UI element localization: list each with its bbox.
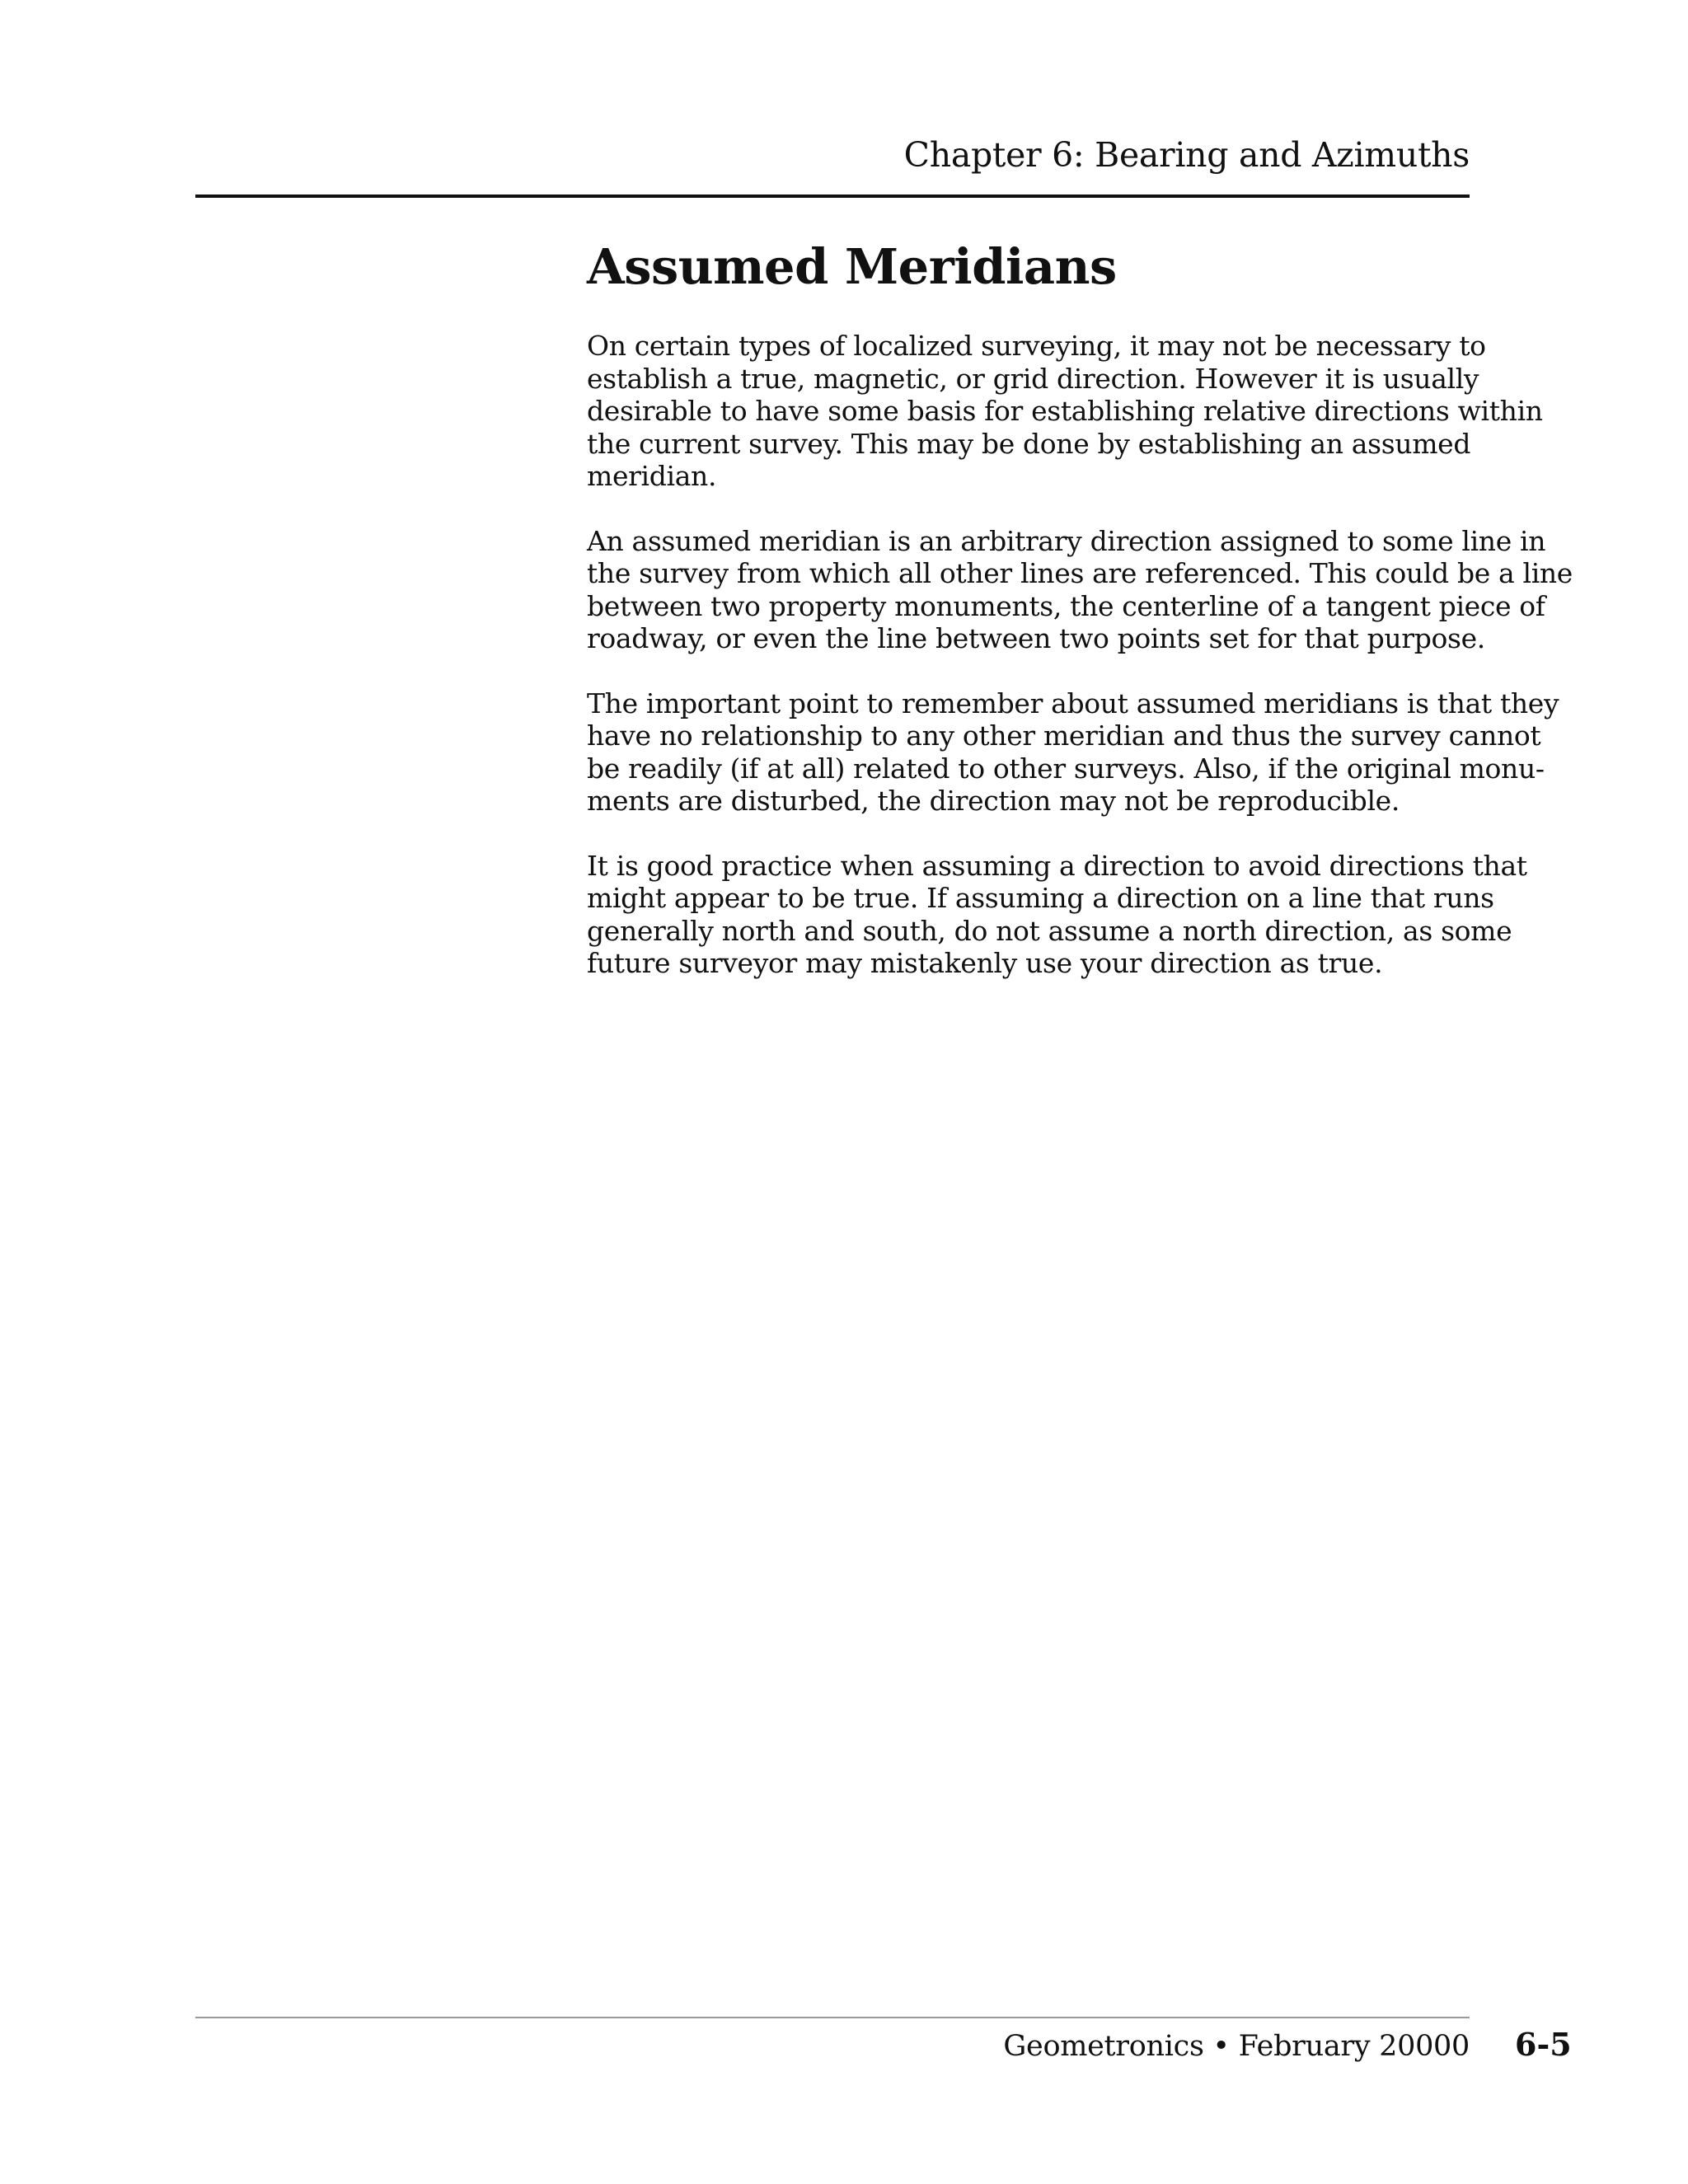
page-number: 6-5 bbox=[1515, 2026, 1572, 2063]
text-line: On certain types of localized surveying, it may not be necessary to bbox=[587, 330, 1486, 362]
text-line: meridian. bbox=[587, 460, 717, 492]
text-line: desirable to have some basis for establishing relative directions within bbox=[587, 395, 1543, 427]
text-line: generally north and south, do not assume a north direction, as some bbox=[587, 914, 1512, 947]
text-line: It is good practice when assuming a direction to avoid directions that bbox=[587, 849, 1527, 882]
section-title: Assumed Meridians bbox=[587, 238, 1117, 295]
header-rule bbox=[195, 194, 1470, 198]
text-line: future surveyor may mistakenly use your direction as true. bbox=[587, 947, 1383, 979]
paragraph bbox=[587, 687, 1559, 818]
text-line: establish a true, magnetic, or grid direction. However it is usually bbox=[587, 362, 1479, 395]
text-line: be readily (if at all) related to other surveys. Also, if the original monu- bbox=[587, 752, 1545, 785]
body-text bbox=[587, 330, 1573, 1012]
footer-text: Geometronics • February 20000 bbox=[1003, 2030, 1470, 2063]
text-line: The important point to remember about assumed meridians is that they bbox=[587, 687, 1559, 719]
footer-rule bbox=[195, 2017, 1470, 2018]
text-line: roadway, or even the line between two points set for that purpose. bbox=[587, 622, 1485, 654]
text-line: the current survey. This may be done by establishing an assumed bbox=[587, 427, 1471, 460]
text-line: between two property monuments, the centerline of a tangent piece of bbox=[587, 589, 1545, 622]
text-line: An assumed meridian is an arbitrary direction assigned to some line in bbox=[587, 524, 1546, 557]
paragraph bbox=[587, 849, 1527, 980]
running-head: Chapter 6: Bearing and Azimuths bbox=[903, 135, 1470, 175]
text-line: the survey from which all other lines are referenced. This could be a line bbox=[587, 557, 1573, 589]
paragraph bbox=[587, 524, 1573, 655]
paragraph bbox=[587, 330, 1543, 493]
text-line: ments are disturbed, the direction may not be reproducible. bbox=[587, 785, 1400, 817]
text-line: have no relationship to any other meridian and thus the survey cannot bbox=[587, 719, 1541, 752]
text-line: might appear to be true. If assuming a direction on a line that runs bbox=[587, 882, 1494, 914]
